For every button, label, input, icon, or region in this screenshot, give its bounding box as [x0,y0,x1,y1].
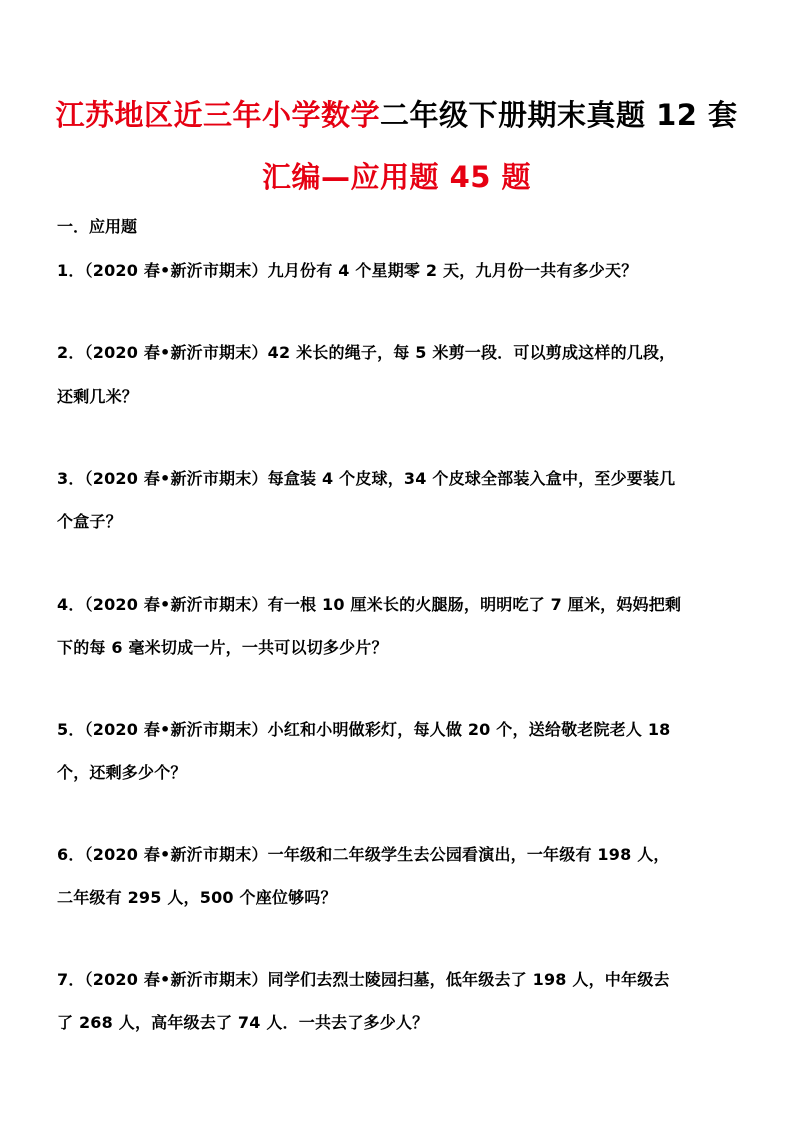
question-1-line-1: 1．（2020 春•新沂市期末）九月份有 4 个星期零 2 天，九月份一共有多少天？ [57,261,638,280]
document-title-line-2: 汇编—应用题 45 题 [261,160,532,194]
question-6-line-1: 6．（2020 春•新沂市期末）一年级和二年级学生去公园看演出，一年级有 198 人， [57,845,670,864]
question-5-line-2: 个，还剩多少个？ [57,763,187,782]
section-heading: 一．应用题 [57,217,138,236]
question-3-line-1: 3．（2020 春•新沂市期末）每盒装 4 个皮球，34 个皮球全部装入盒中，至少要装几 [57,469,676,488]
question-7-line-1: 7．（2020 春•新沂市期末）同学们去烈士陵园扫墓，低年级去了 198 人，中年级去 [57,970,670,989]
question-7-line-2: 了 268 人，高年级去了 74 人．一共去了多少人？ [57,1013,429,1032]
question-4-line-1: 4．（2020 春•新沂市期末）有一根 10 厘米长的火腿肠，明明吃了 7 厘米，妈妈把剩 [57,595,682,614]
question-6-line-2: 二年级有 295 人，500 个座位够吗？ [57,888,337,907]
question-2-line-2: 还剩几米？ [57,387,139,406]
title-black-part: 二年级下册期末真题 12 套 [379,98,738,132]
question-4-line-2: 下的每 6 毫米切成一片，一共可以切多少片？ [57,638,388,657]
title-red-part: 江苏地区近三年小学数学 [55,98,380,132]
question-2-line-1: 2．（2020 春•新沂市期末）42 米长的绳子，每 5 米剪一段．可以剪成这样的几段， [57,343,676,362]
document-title-line-1 [0,93,793,134]
question-3-line-2: 个盒子？ [57,512,122,531]
question-5-line-1: 5．（2020 春•新沂市期末）小红和小明做彩灯，每人做 20 个，送给敬老院老人 18 [57,720,671,739]
